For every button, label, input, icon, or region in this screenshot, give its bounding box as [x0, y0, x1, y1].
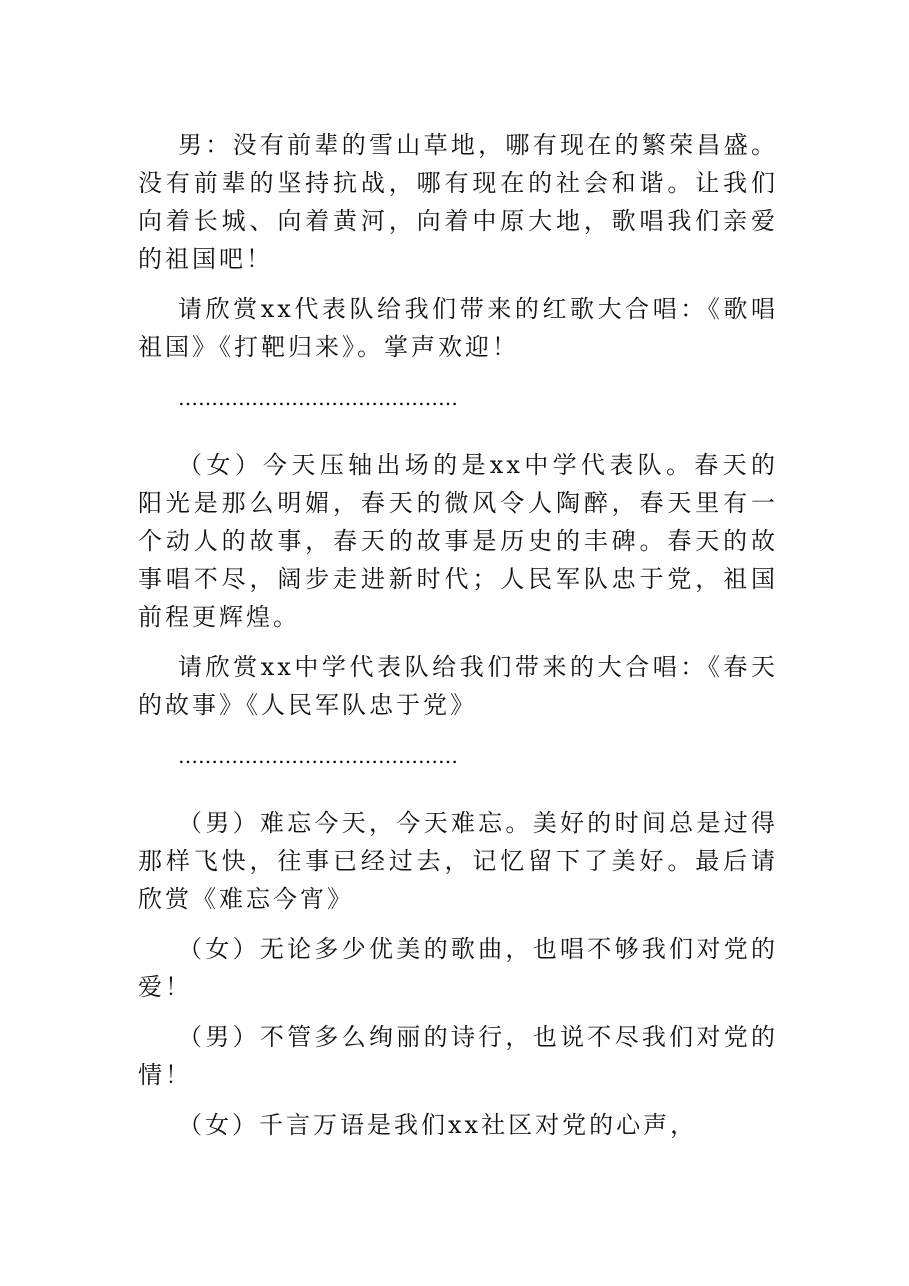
paragraph-male-closing: （男）难忘今天，今天难忘。美好的时间总是过得那样飞快，往事已经过去，记忆留下了美好。最后请欣赏《难忘今宵》: [138, 809, 778, 913]
paragraph-female-line-1: （女）无论多少优美的歌曲，也唱不够我们对党的爱！: [138, 935, 778, 1001]
document-body: [138, 126, 778, 1156]
paragraph-program-intro-2: 请欣赏xx中学代表队给我们带来的大合唱：《春天的故事》《人民军队忠于党》: [138, 653, 778, 719]
paragraph-program-intro-1: 请欣赏xx代表队给我们带来的红歌大合唱：《歌唱祖国》《打靶归来》。掌声欢迎！: [138, 295, 778, 361]
paragraph-female-line-2: （女）千言万语是我们xx社区对党的心声，: [178, 1111, 698, 1139]
ellipsis-separator: ……………………………………: [178, 744, 458, 768]
paragraph-male-opening: 男：没有前辈的雪山草地，哪有现在的繁荣昌盛。没有前辈的坚持抗战，哪有现在的社会和谐。让我们向着长城、向着黄河，向着中原大地，歌唱我们亲爱的祖国吧！: [138, 131, 778, 273]
paragraph-male-line-1: （男）不管多么绚丽的诗行，也说不尽我们对党的情！: [138, 1023, 778, 1089]
paragraph-female-finale: （女）今天压轴出场的是xx中学代表队。春天的阳光是那么明媚，春天的微风令人陶醉，春天里有一个动人的故事，春天的故事是历史的丰碑。春天的故事唱不尽，阔步走进新时代；人民军队忠于党，祖国前程更辉煌。: [138, 451, 778, 631]
ellipsis-separator: ……………………………………: [178, 386, 458, 410]
